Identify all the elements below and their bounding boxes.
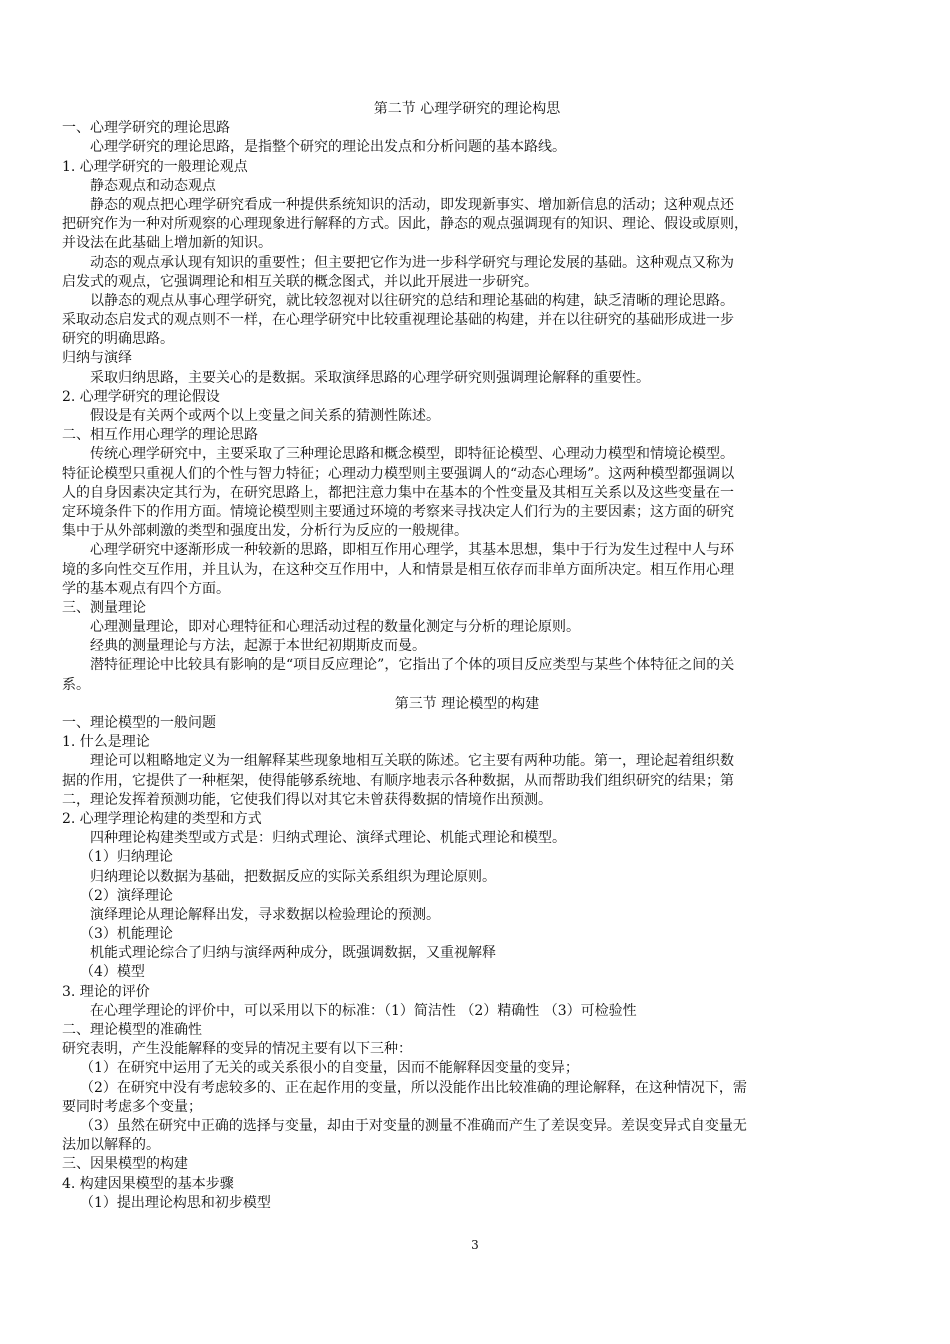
text-line: 机能式理论综合了归纳与演绎两种成分，既强调数据，又重视解释 bbox=[90, 945, 496, 962]
text-line: 二、理论模型的准确性 bbox=[62, 1022, 202, 1038]
text-line: 归纳与演绎 bbox=[62, 350, 132, 367]
text-line: 心理测量理论，即对心理特征和心理活动过程的数量化测定与分析的理论原则。 bbox=[90, 619, 580, 636]
text-line: 境的多向性交互作用，并且认为，在这种交互作用中，人和情景是相互依存而非单方面所决定。相互作用心理 bbox=[62, 561, 734, 578]
text-line: （3）虽然在研究中正确的选择与变量，却由于对变量的测量不准确而产生了差误变异。差误变异式自变量无 bbox=[80, 1117, 747, 1134]
text-line: 并设法在此基础上增加新的知识。 bbox=[62, 235, 272, 252]
text-line: 一、心理学研究的理论思路 bbox=[62, 120, 230, 137]
text-line: 以静态的观点从事心理学研究，就比较忽视对以往研究的总结和理论基础的构建，缺乏清晰的理论思路。 bbox=[90, 292, 734, 309]
text-line: 人的自身因素决定其行为，在研究思路上，都把注意力集中在基本的个性变量及其相互关系以及这些变量在一 bbox=[62, 484, 734, 501]
text-line: 要同时考虑多个变量； bbox=[62, 1098, 202, 1115]
text-line: 二、相互作用心理学的理论思路 bbox=[62, 427, 258, 444]
text-line: 特征论模型只重视人们的个性与智力特征；心理动力模型则主要强调人的“动态心理场”。这两种模型都强调以 bbox=[62, 465, 735, 482]
text-line: 归纳理论以数据为基础，把数据反应的实际关系组织为理论原则。 bbox=[90, 868, 496, 885]
text-line: 四种理论构建类型或方式是：归纳式理论、演绎式理论、机能式理论和模型。 bbox=[90, 830, 566, 847]
text-line: 二，理论发挥着预测功能，它使我们得以对其它未曾获得数据的情境作出预测。 bbox=[62, 791, 552, 808]
text-line: 2. 心理学研究的理论假设 bbox=[62, 388, 220, 405]
text-line: 假设是有关两个或两个以上变量之间关系的猜测性陈述。 bbox=[90, 408, 440, 424]
text-line: 心理学研究的理论思路，是指整个研究的理论出发点和分析问题的基本路线。 bbox=[90, 139, 566, 156]
text-line: 一、理论模型的一般问题 bbox=[62, 715, 216, 731]
text-line: 集中于从外部刺激的类型和强度出发，分析行为反应的一般规律。 bbox=[62, 523, 468, 540]
text-line: 在心理学理论的评价中，可以采用以下的标准：（1）简洁性 （2）精确性 （3）可检验性 bbox=[90, 1002, 637, 1019]
text-line: 研究的明确思路。 bbox=[62, 331, 174, 348]
text-line: 心理学研究中逐渐形成一种较新的思路，即相互作用心理学，其基本思想，集中于行为发生过程中人与环 bbox=[90, 542, 734, 559]
text-line: 定环境条件下的作用方面。情境论模型则主要通过环境的考察来寻找决定人们行为的主要因素；这方面的研究 bbox=[62, 503, 734, 520]
text-line: 经典的测量理论与方法，起源于本世纪初期斯皮而曼。 bbox=[90, 638, 426, 655]
text-line: 三、因果模型的构建 bbox=[62, 1156, 188, 1173]
text-line: 据的作用，它提供了一种框架，使得能够系统地、有顺序地表示各种数据，从而帮助我们组织研究的结果；第 bbox=[62, 772, 734, 789]
text-line: 法加以解释的。 bbox=[62, 1137, 160, 1154]
text-line: 4. 构建因果模型的基本步骤 bbox=[62, 1175, 234, 1192]
text-line: 启发式的观点，它强调理论和相互关联的概念图式，并以此开展进一步研究。 bbox=[62, 273, 538, 290]
text-line: 理论可以粗略地定义为一组解释某些现象地相互关联的陈述。它主要有两种功能。第一，理论起着组织数 bbox=[90, 753, 734, 770]
text-line: 动态的观点承认现有知识的重要性；但主要把它作为进一步科学研究与理论发展的基础。这种观点又称为 bbox=[90, 254, 734, 271]
text-line: 演绎理论从理论解释出发，寻求数据以检验理论的预测。 bbox=[90, 906, 440, 923]
text-line: 三、测量理论 bbox=[62, 599, 146, 616]
text-line: 1. 心理学研究的一般理论观点 bbox=[62, 158, 248, 175]
text-line: （1）在研究中运用了无关的或关系很小的自变量，因而不能解释因变量的变异； bbox=[80, 1060, 579, 1077]
text-line: 研究表明，产生没能解释的变异的情况主要有以下三种： bbox=[62, 1041, 412, 1058]
text-line: 静态的观点把心理学研究看成一种提供系统知识的活动，即发现新事实、增加新信息的活动；这种观点还 bbox=[90, 196, 734, 213]
document-body bbox=[62, 100, 872, 1213]
section-heading: 第二节 心理学研究的理论构思 bbox=[373, 101, 561, 117]
text-line: （2）演绎理论 bbox=[80, 887, 173, 904]
text-line: 1. 什么是理论 bbox=[62, 734, 150, 751]
text-line: 潜特征理论中比较具有影响的是“项目反应理论”，它指出了个体的项目反应类型与某些个体特征之间的关 bbox=[90, 657, 735, 674]
text-line: 学的基本观点有四个方面。 bbox=[62, 580, 230, 597]
text-line: 静态观点和动态观点 bbox=[90, 177, 216, 194]
text-line: （1）提出理论构思和初步模型 bbox=[80, 1194, 271, 1211]
text-line: （1）归纳理论 bbox=[80, 849, 173, 866]
text-line: （2）在研究中没有考虑较多的、正在起作用的变量，所以没能作出比较准确的理论解释，在这种情况下，需 bbox=[80, 1079, 747, 1096]
text-line: 采取归纳思路，主要关心的是数据。采取演绎思路的心理学研究则强调理论解释的重要性。 bbox=[90, 369, 650, 386]
text-line: 系。 bbox=[62, 676, 90, 693]
text-line: （3）机能理论 bbox=[80, 926, 173, 943]
text-line: （4）模型 bbox=[80, 964, 145, 981]
text-line: 3. 理论的评价 bbox=[62, 983, 150, 1000]
text-line: 2. 心理学理论构建的类型和方式 bbox=[62, 810, 262, 827]
section-heading: 第三节 理论模型的构建 bbox=[394, 695, 540, 712]
page-number: 3 bbox=[471, 1238, 479, 1252]
text-line: 采取动态启发式的观点则不一样，在心理学研究中比较重视理论基础的构建，并在以往研究的基础形成进一步 bbox=[62, 312, 734, 329]
text-line: 传统心理学研究中，主要采取了三种理论思路和概念模型，即特征论模型、心理动力模型和情境论模型。 bbox=[90, 446, 734, 463]
text-line: 把研究作为一种对所观察的心理现象进行解释的方式。因此，静态的观点强调现有的知识、理论、假设或原则， bbox=[62, 216, 748, 233]
